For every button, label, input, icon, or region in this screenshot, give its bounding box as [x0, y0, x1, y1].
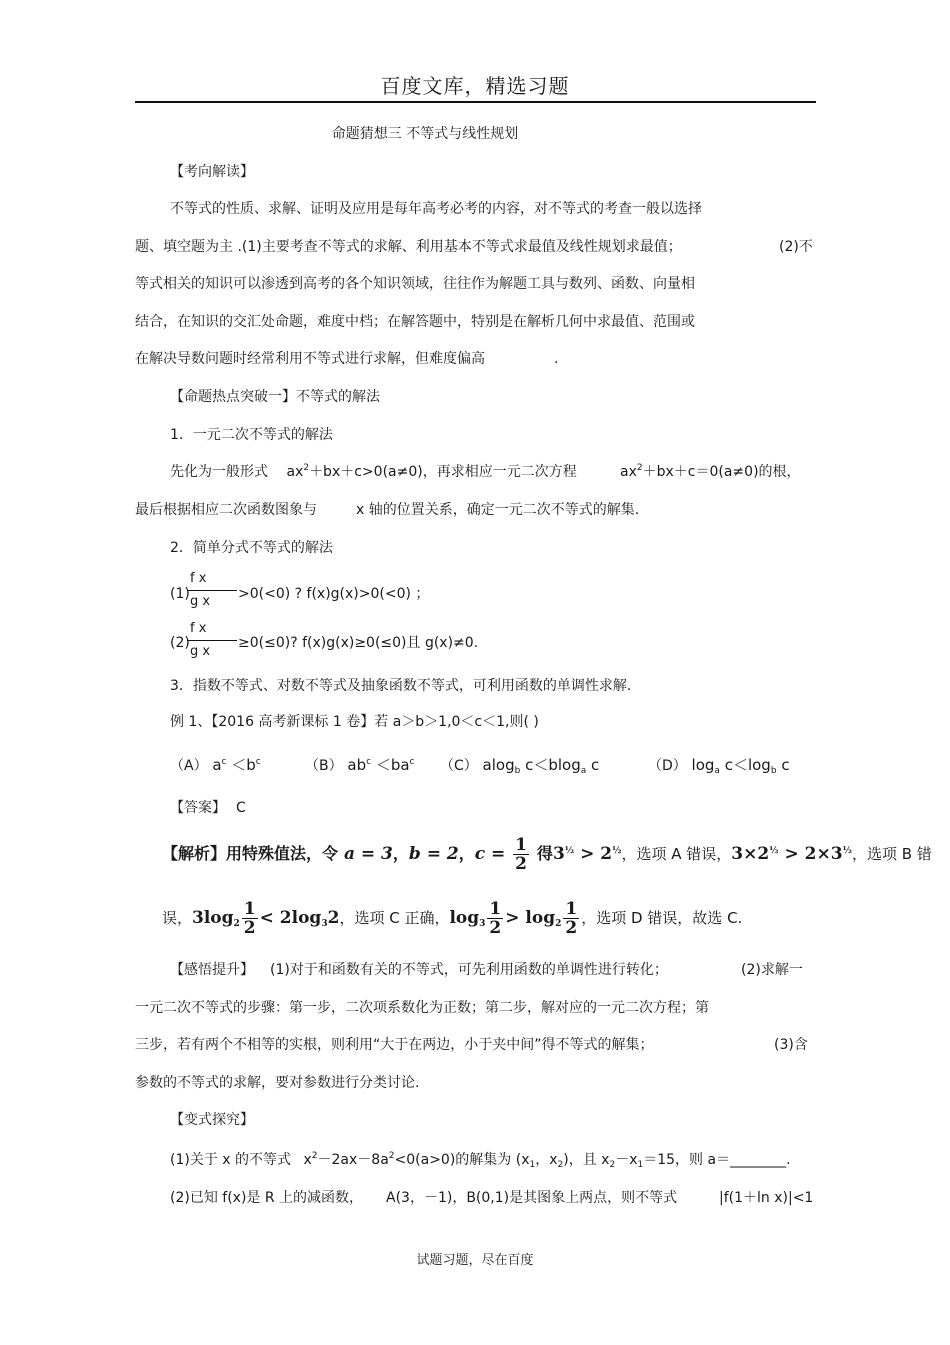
subscript: 2: [609, 1160, 616, 1170]
math-span: ，x: [535, 1152, 558, 1168]
math-expression: < $2\log_32$: [259, 908, 340, 929]
solution-text: 误，: [162, 909, 193, 927]
insight-heading: 【感悟提升】: [170, 962, 254, 978]
item-text: [170, 462, 577, 482]
superscript: 2: [388, 1151, 395, 1161]
variant-question-2: |f(1＋ln x)|<1: [719, 1190, 814, 1206]
paragraph-line-tail: (2)不: [779, 239, 813, 255]
paragraph-line: 在解决导数问题时经常利用不等式进行求解，但难度偏高: [135, 351, 485, 367]
item-title: 2．简单分式不等式的解法: [170, 540, 333, 556]
fraction-denominator: 2: [565, 918, 578, 938]
superscript: 2: [636, 463, 643, 473]
math-span: x: [303, 1152, 312, 1168]
fraction-denominator: g x: [190, 594, 211, 609]
variant-question-1: [170, 1150, 791, 1170]
document-title: 命题猜想三 不等式与线性规划: [331, 126, 519, 142]
paragraph-line: 结合，在知识的交汇处命题，难度中档；在解答题中，特别是在解析几何中求最值、范围或: [135, 314, 695, 330]
half-fraction: [563, 900, 579, 937]
half-fraction: [513, 836, 529, 873]
solution-text: ，选项 B 错: [851, 845, 932, 863]
item-text: 最后根据相应二次函数图象与: [135, 502, 317, 518]
variant-heading: 【变式探究】: [170, 1112, 254, 1128]
paragraph-line: 不等式的性质、求解、证明及应用是每年高考必考的内容，对不等式的考查一般以选择: [170, 201, 702, 217]
text-span: (1)关于 x 的不等式: [170, 1152, 292, 1168]
math-span: ＋bx＋c>0(a≠0)，再求相应一元二次方程: [309, 464, 577, 480]
fraction-prefix: (1): [170, 586, 190, 602]
option-d: （D） $\log_a c<\log_b$ c: [648, 756, 790, 776]
paragraph-line-tail: .: [554, 351, 559, 367]
fraction-numerator: f x: [190, 621, 207, 636]
subscript: 1: [637, 1160, 644, 1170]
subscript: 1: [529, 1160, 536, 1170]
section-heading-kaoxiang: 【考向解读】: [170, 164, 254, 180]
math-c-value: c =: [474, 844, 506, 864]
math-span: ＝15，则 a＝________.: [643, 1152, 791, 1168]
math-expression: $3^{\frac{1}{2}} > 2^{\frac{1}{2}}$: [552, 844, 622, 864]
item-title: 3．指数不等式、对数不等式及抽象函数不等式，可利用函数的单调性求解.: [170, 678, 632, 694]
fraction-denominator: 2: [243, 918, 256, 938]
half-fraction: [242, 900, 258, 937]
math-span: )，且 x: [563, 1152, 610, 1168]
fraction-numerator: 1: [565, 899, 578, 919]
subscript: 2: [557, 1160, 564, 1170]
variant-question-2: A(3，－1)，B(0,1)是其图象上两点，则不等式: [386, 1190, 678, 1206]
math-span: ＋bx＋c＝0(a≠0)的根，: [642, 464, 801, 480]
fraction-fx-over-gx: [187, 621, 239, 663]
superscript: 2: [311, 1151, 318, 1161]
solution-text: ，选项 A 错误，: [621, 845, 732, 863]
solution-label: 【解析】: [162, 844, 227, 863]
item-text: [620, 462, 801, 482]
text-span: 先化为一般形式: [170, 464, 268, 480]
fraction-denominator: 2: [489, 918, 502, 938]
fraction-bar: [187, 640, 237, 641]
item-title: 1．一元二次不等式的解法: [170, 427, 333, 443]
answer-label: 【答案】: [170, 800, 226, 816]
fraction-fx-over-gx: [187, 571, 239, 613]
header-rule: [135, 101, 816, 103]
header-title: 百度文库，精选习题: [380, 74, 570, 98]
fraction-statement: >0(<0) ? f(x)g(x)>0(<0) ；: [238, 586, 430, 602]
math-span: －x: [615, 1152, 638, 1168]
solution-line-1: 【解析】用特殊值法，令 a = 3，b = 2，c = $\frac{1}{2}$ 得$3^{\frac{1}{2}} > 2^{\frac{1}{2}}$，选项 A 错误，$3\times 2^{\frac{1}{2}} > 2\times 3^{\frac{1}{2}}$，选项 B 错: [162, 835, 932, 874]
paragraph-line: 一元二次不等式的步骤：第一步，二次项系数化为正数；第二步，解对应的一元二次方程；第: [135, 1000, 709, 1016]
footer-text: 试题习题，尽在百度: [416, 1253, 534, 1268]
paragraph-line: 题、填空题为主 .(1)主要考查不等式的求解、利用基本不等式求最值及线性规划求最值；: [135, 239, 682, 255]
fraction-numerator: 1: [489, 899, 502, 919]
section-heading-hotspot: 【命题热点突破一】不等式的解法: [170, 389, 380, 405]
math-expression: $3\times 2^{\frac{1}{2}} > 2\times 3^{\frac{1}{2}}$: [731, 844, 852, 864]
solution-line-2: [162, 900, 742, 937]
paragraph-line: (1)对于和函数有关的不等式，可先利用函数的单调性进行转化；: [270, 962, 668, 978]
math-span: ax: [286, 464, 304, 480]
paragraph-line: 等式相关的知识可以渗透到高考的各个知识领域，往往作为解题工具与数列、函数、向量相: [135, 276, 695, 292]
fraction-prefix: (2): [170, 635, 190, 651]
math-span: <0(a>0)的解集为 (x: [394, 1152, 530, 1168]
variant-question-2: (2)已知 f(x)是 R 上的减函数，: [170, 1190, 364, 1206]
solution-text: 得: [536, 844, 553, 863]
option-a: （A） $a^c <b^c$: [170, 756, 261, 774]
solution-text: ，选项 D 错误，故选 C.: [581, 909, 743, 927]
math-b-value: b = 2: [408, 844, 459, 864]
math-expression: $\log_3$: [449, 908, 486, 929]
math-span: －2ax－8a: [317, 1152, 389, 1168]
solution-text: ，选项 C 正确，: [339, 909, 450, 927]
fraction-denominator: 2: [515, 854, 527, 874]
fraction-numerator: f x: [190, 571, 207, 586]
half-fraction: [487, 900, 503, 937]
paragraph-line: 三步，若有两个不相等的实根，则利用“大于在两边，小于夹中间”得不等式的解集；: [135, 1037, 654, 1053]
example-stem: 例 1、【2016 高考新课标 1 卷】若 a＞b＞1,0＜c＜1,则( ): [170, 714, 539, 730]
fraction-numerator: 1: [515, 835, 527, 855]
fraction-denominator: g x: [190, 644, 211, 659]
fraction-statement: ≥0(≤0)? f(x)g(x)≥0(≤0)且 g(x)≠0.: [238, 635, 479, 651]
fraction-bar: [187, 590, 237, 591]
option-c: （C） alog$_b$ c＜blog$_a$ c: [440, 756, 600, 776]
solution-text: 用特殊值法，令: [226, 844, 339, 863]
math-expression: > $\log_2$: [505, 908, 562, 929]
paragraph-line-tail: (3)含: [774, 1037, 808, 1053]
fraction-numerator: 1: [243, 899, 256, 919]
answer-value: C: [236, 800, 246, 816]
paragraph-line: 参数的不等式的求解，要对参数进行分类讨论.: [135, 1075, 420, 1091]
option-b: （B） $ab^c <ba^c$: [305, 756, 415, 774]
superscript: 2: [303, 463, 310, 473]
paragraph-line-tail: (2)求解一: [741, 962, 803, 978]
math-span: ax: [620, 464, 637, 480]
item-text: x 轴的位置关系，确定一元二次不等式的解集.: [356, 502, 640, 518]
math-a-value: a = 3: [343, 844, 393, 864]
math-expression: $3\log_2$: [192, 908, 240, 929]
